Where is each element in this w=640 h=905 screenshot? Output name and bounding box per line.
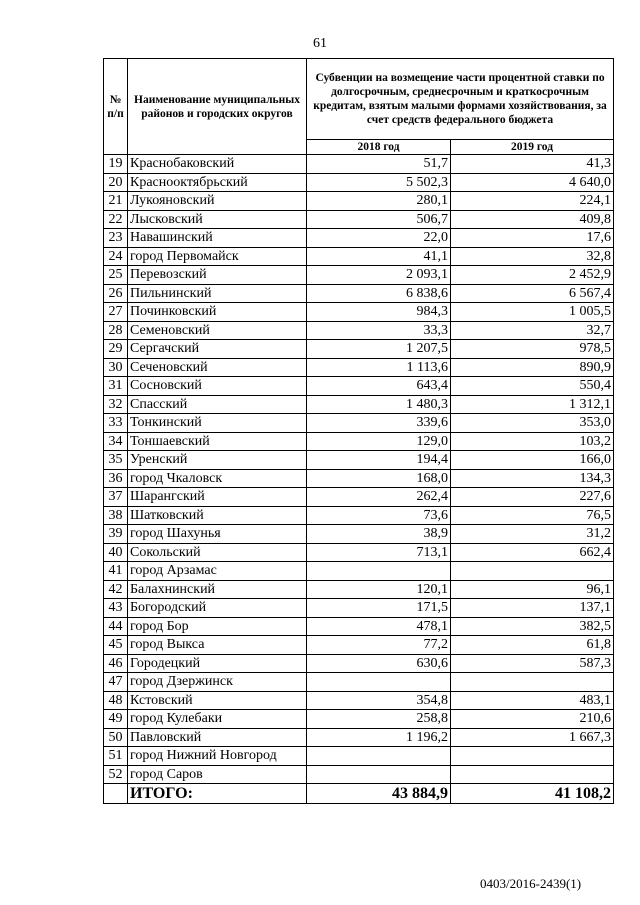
- value-2019: 32,7: [451, 321, 614, 340]
- municipality-name: город Шахунья: [128, 525, 307, 544]
- table-row: [104, 432, 614, 451]
- value-2018: 1 480,3: [307, 395, 451, 414]
- municipality-name: Лукояновский: [128, 192, 307, 211]
- value-2018: 51,7: [307, 155, 451, 174]
- value-2018: 38,9: [307, 525, 451, 544]
- total-2018: 43 884,9: [307, 784, 451, 804]
- table-row: [104, 210, 614, 229]
- row-number: 34: [104, 432, 128, 451]
- header-subsidy: Субвенции на возмещение части процентной ставки по долгосрочным, среднесрочным и краткосрочным кредитам, взятым малыми формами хозяйствования, за счет средств федерального бюджета: [307, 59, 614, 140]
- row-number: 48: [104, 691, 128, 710]
- value-2019: [451, 673, 614, 692]
- municipality-name: Сосновский: [128, 377, 307, 396]
- value-2019: 550,4: [451, 377, 614, 396]
- subsidy-table: [103, 58, 614, 804]
- value-2018: 984,3: [307, 303, 451, 322]
- table-row: [104, 395, 614, 414]
- value-2019: 61,8: [451, 636, 614, 655]
- municipality-name: город Бор: [128, 617, 307, 636]
- value-2019: 4 640,0: [451, 173, 614, 192]
- municipality-name: Тонкинский: [128, 414, 307, 433]
- municipality-name: Перевозский: [128, 266, 307, 285]
- value-2018: 713,1: [307, 543, 451, 562]
- row-number: 35: [104, 451, 128, 470]
- table-row: [104, 673, 614, 692]
- total-label: ИТОГО:: [128, 784, 307, 804]
- row-number: 30: [104, 358, 128, 377]
- value-2018: 1 196,2: [307, 728, 451, 747]
- value-2019: 890,9: [451, 358, 614, 377]
- value-2019: 6 567,4: [451, 284, 614, 303]
- value-2019: 1 667,3: [451, 728, 614, 747]
- value-2019: 134,3: [451, 469, 614, 488]
- table-row: [104, 266, 614, 285]
- municipality-name: город Арзамас: [128, 562, 307, 581]
- row-number: 47: [104, 673, 128, 692]
- value-2018: 33,3: [307, 321, 451, 340]
- table-row: [104, 580, 614, 599]
- row-number: 31: [104, 377, 128, 396]
- row-number: 42: [104, 580, 128, 599]
- municipality-name: Богородский: [128, 599, 307, 618]
- value-2019: 662,4: [451, 543, 614, 562]
- row-number: 27: [104, 303, 128, 322]
- value-2018: 506,7: [307, 210, 451, 229]
- total-num: [104, 784, 128, 804]
- value-2019: 17,6: [451, 229, 614, 248]
- row-number: 46: [104, 654, 128, 673]
- row-number: 52: [104, 765, 128, 784]
- municipality-name: Павловский: [128, 728, 307, 747]
- value-2019: 32,8: [451, 247, 614, 266]
- row-number: 49: [104, 710, 128, 729]
- row-number: 51: [104, 747, 128, 766]
- table-row: [104, 173, 614, 192]
- municipality-name: Краснобаковский: [128, 155, 307, 174]
- value-2018: 262,4: [307, 488, 451, 507]
- value-2018: 258,8: [307, 710, 451, 729]
- value-2019: 227,6: [451, 488, 614, 507]
- table-row: [104, 192, 614, 211]
- municipality-name: город Дзержинск: [128, 673, 307, 692]
- value-2018: [307, 765, 451, 784]
- municipality-name: Пильнинский: [128, 284, 307, 303]
- municipality-name: Починковский: [128, 303, 307, 322]
- municipality-name: город Выкса: [128, 636, 307, 655]
- municipality-name: Сергачский: [128, 340, 307, 359]
- table-row: [104, 321, 614, 340]
- municipality-name: Лысковский: [128, 210, 307, 229]
- table-row: [104, 728, 614, 747]
- value-2018: 120,1: [307, 580, 451, 599]
- table-row: [104, 303, 614, 322]
- table-row: [104, 358, 614, 377]
- row-number: 28: [104, 321, 128, 340]
- municipality-name: Сеченовский: [128, 358, 307, 377]
- value-2018: 643,4: [307, 377, 451, 396]
- value-2018: 280,1: [307, 192, 451, 211]
- municipality-name: Шатковский: [128, 506, 307, 525]
- value-2019: 210,6: [451, 710, 614, 729]
- value-2018: [307, 747, 451, 766]
- table-row: [104, 451, 614, 470]
- table-row: [104, 155, 614, 174]
- table-row: [104, 636, 614, 655]
- value-2018: 73,6: [307, 506, 451, 525]
- value-2019: 483,1: [451, 691, 614, 710]
- value-2018: [307, 673, 451, 692]
- table-row: [104, 284, 614, 303]
- row-number: 22: [104, 210, 128, 229]
- row-number: 21: [104, 192, 128, 211]
- table-row: [104, 229, 614, 248]
- table-row: [104, 340, 614, 359]
- row-number: 50: [104, 728, 128, 747]
- municipality-name: Спасский: [128, 395, 307, 414]
- value-2018: 194,4: [307, 451, 451, 470]
- value-2019: 409,8: [451, 210, 614, 229]
- value-2019: [451, 562, 614, 581]
- row-number: 38: [104, 506, 128, 525]
- row-number: 20: [104, 173, 128, 192]
- value-2019: 224,1: [451, 192, 614, 211]
- table-row: [104, 247, 614, 266]
- row-number: 43: [104, 599, 128, 618]
- row-number: 45: [104, 636, 128, 655]
- municipality-name: Навашинский: [128, 229, 307, 248]
- row-number: 41: [104, 562, 128, 581]
- row-number: 44: [104, 617, 128, 636]
- row-number: 37: [104, 488, 128, 507]
- value-2018: 168,0: [307, 469, 451, 488]
- table-row: [104, 469, 614, 488]
- municipality-name: Балахнинский: [128, 580, 307, 599]
- table-row: [104, 506, 614, 525]
- value-2019: 166,0: [451, 451, 614, 470]
- municipality-name: Городецкий: [128, 654, 307, 673]
- value-2018: 478,1: [307, 617, 451, 636]
- value-2018: 41,1: [307, 247, 451, 266]
- table-row: [104, 543, 614, 562]
- value-2019: 2 452,9: [451, 266, 614, 285]
- value-2019: 96,1: [451, 580, 614, 599]
- table-row: [104, 377, 614, 396]
- row-number: 33: [104, 414, 128, 433]
- total-2019: 41 108,2: [451, 784, 614, 804]
- row-number: 36: [104, 469, 128, 488]
- value-2018: 6 838,6: [307, 284, 451, 303]
- row-number: 19: [104, 155, 128, 174]
- value-2018: 339,6: [307, 414, 451, 433]
- table-row: [104, 414, 614, 433]
- municipality-name: Уренский: [128, 451, 307, 470]
- row-number: 40: [104, 543, 128, 562]
- document-code: 0403/2016-2439(1): [480, 876, 582, 891]
- value-2018: 5 502,3: [307, 173, 451, 192]
- row-number: 23: [104, 229, 128, 248]
- value-2019: 978,5: [451, 340, 614, 359]
- value-2019: 103,2: [451, 432, 614, 451]
- municipality-name: Сокольский: [128, 543, 307, 562]
- municipality-name: город Кулебаки: [128, 710, 307, 729]
- municipality-name: город Саров: [128, 765, 307, 784]
- value-2019: 1 005,5: [451, 303, 614, 322]
- municipality-name: Кстовский: [128, 691, 307, 710]
- municipality-name: Краснооктябрьский: [128, 173, 307, 192]
- table-row: [104, 562, 614, 581]
- row-number: 26: [104, 284, 128, 303]
- table-row: [104, 617, 614, 636]
- value-2019: 76,5: [451, 506, 614, 525]
- value-2019: 31,2: [451, 525, 614, 544]
- value-2018: [307, 562, 451, 581]
- value-2018: 1 113,6: [307, 358, 451, 377]
- table-row: [104, 765, 614, 784]
- value-2019: [451, 747, 614, 766]
- total-row: [104, 784, 614, 804]
- value-2018: 77,2: [307, 636, 451, 655]
- row-number: 25: [104, 266, 128, 285]
- municipality-name: город Чкаловск: [128, 469, 307, 488]
- table-row: [104, 488, 614, 507]
- value-2019: 137,1: [451, 599, 614, 618]
- municipality-name: Тоншаевский: [128, 432, 307, 451]
- value-2019: 41,3: [451, 155, 614, 174]
- row-number: 29: [104, 340, 128, 359]
- table-row: [104, 691, 614, 710]
- header-num: № п/п: [104, 59, 128, 155]
- row-number: 24: [104, 247, 128, 266]
- municipality-name: Шарангский: [128, 488, 307, 507]
- value-2018: 2 093,1: [307, 266, 451, 285]
- header-year-2018: 2018 год: [307, 140, 451, 155]
- table-row: [104, 654, 614, 673]
- header-year-2019: 2019 год: [451, 140, 614, 155]
- table-row: [104, 747, 614, 766]
- municipality-name: город Нижний Новгород: [128, 747, 307, 766]
- table-row: [104, 525, 614, 544]
- value-2018: 630,6: [307, 654, 451, 673]
- value-2019: 382,5: [451, 617, 614, 636]
- value-2019: 1 312,1: [451, 395, 614, 414]
- row-number: 32: [104, 395, 128, 414]
- value-2019: [451, 765, 614, 784]
- value-2018: 22,0: [307, 229, 451, 248]
- value-2018: 171,5: [307, 599, 451, 618]
- municipality-name: Семеновский: [128, 321, 307, 340]
- municipality-name: город Первомайск: [128, 247, 307, 266]
- table-row: [104, 599, 614, 618]
- value-2019: 587,3: [451, 654, 614, 673]
- row-number: 39: [104, 525, 128, 544]
- value-2018: 129,0: [307, 432, 451, 451]
- page-number: 61: [313, 36, 327, 51]
- header-name: Наименование муниципальных районов и городских округов: [128, 59, 307, 155]
- value-2018: 354,8: [307, 691, 451, 710]
- table-row: [104, 710, 614, 729]
- value-2018: 1 207,5: [307, 340, 451, 359]
- value-2019: 353,0: [451, 414, 614, 433]
